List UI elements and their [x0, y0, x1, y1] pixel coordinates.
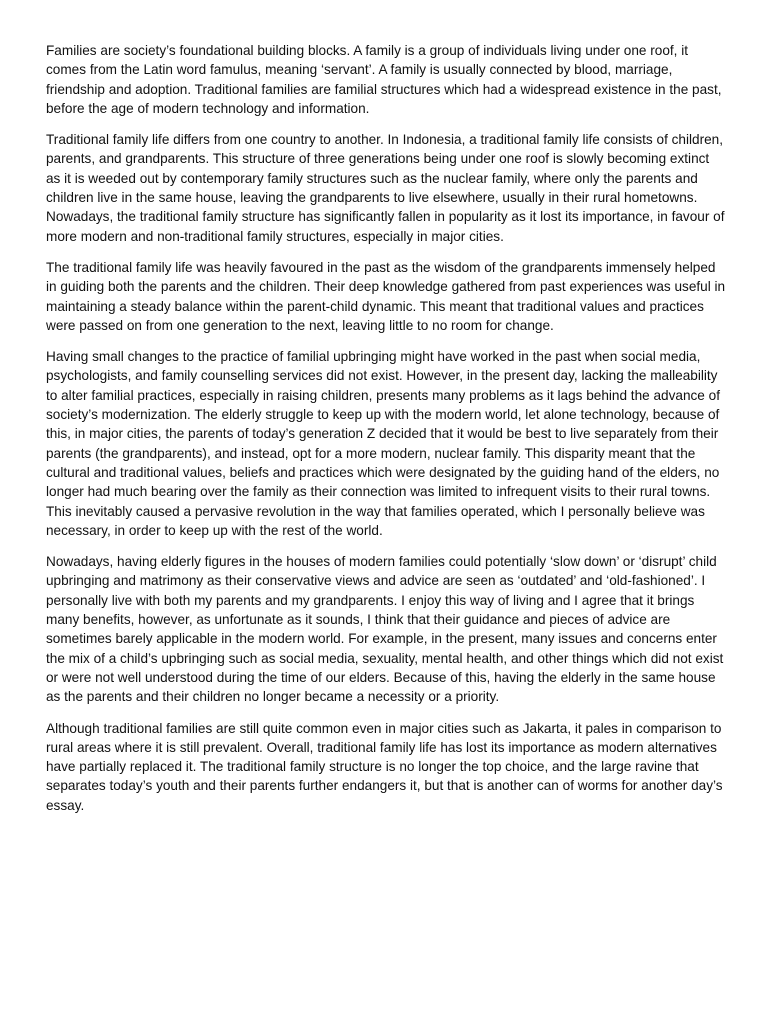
paragraph-5: Nowadays, having elderly figures in the houses of modern families could potentially ‘slow down’ or ‘disrupt’ child upbringing and matrimony as their conservative views and advice are seen as ‘outdated’ and ‘old-fashioned’. I personally live with both my parents and my grandparents. I enjoy this way of living and I agree that it brings many benefits, however, as unfortunate as it sounds, I think that their guidance and pieces of advice are sometimes barely applicable in the modern world. For example, in the present, many issues and concerns enter the mix of a child’s upbringing such as social media, sexuality, mental health, and other things which did not exist or were not well understood during the time of our elders. Because of this, having the elderly in the same house as the parents and their children no longer became a necessity or a priority.	[46, 554, 724, 705]
paragraph-3: The traditional family life was heavily favoured in the past as the wisdom of the grandparents immensely helped in guiding both the parents and the children. Their deep knowledge gathered from past experiences was useful in maintaining a steady balance within the parent-child dynamic. This meant that traditional values and practices were passed on from one generation to the next, leaving little to no room for change.	[46, 259, 726, 333]
paragraph-1: Families are society’s foundational building blocks. A family is a group of individuals living under one roof, it comes from the Latin word famulus, meaning ‘servant’. A family is usually connected by blood, marriage, friendship and adoption. Traditional families are familial structures which had a widespread existence in the past, before the age of modern technology and information.	[46, 43, 722, 116]
paragraph-4: Having small changes to the practice of familial upbringing might have worked in the past when social media, psychologists, and family counselling services did not exist. However, in the present day, lacking the malleability to alter familial practices, especially in raising children, presents many problems as it lags behind the advance of society’s modernization. The elderly struggle to keep up with the modern world, let alone technology, because of this, in major cities, the parents of today’s generation Z decided that it would be best to live separately from their parents (the grandparents), and instead, opt for a more modern, nuclear family. This disparity meant that the cultural and traditional values, beliefs and practices which were designated by the guiding hand of the elders, no longer had much bearing over the family as their connection was limited to infrequent visits to their rural towns. This inevitably caused a pervasive revolution in the way that families operated, which I personally believe was necessary, in order to keep up with the rest of the world.	[46, 349, 720, 538]
paragraph-6: Although traditional families are still quite common even in major cities such as Jakarta, it pales in comparison to rural areas where it is still prevalent. Overall, traditional family life has lost its importance as modern alternatives have partially replaced it. The traditional family structure is no longer the top choice, and the large ravine that separates today’s youth and their parents further endangers it, but that is another can of worms for another day’s essay.	[46, 720, 723, 813]
paragraph-2: Traditional family life differs from one country to another. In Indonesia, a traditional family life consists of children, parents, and grandparents. This structure of three generations being under one roof is slowly becoming extinct as it is weeded out by contemporary family structures such as the nuclear family, where only the parents and children live in the same house, leaving the grandparents to live elsewhere, usually in their rural hometowns. Nowadays, the traditional family structure has significantly fallen in popularity as it lost its importance, in favour of more modern and non-traditional family structures, especially in major cities.	[46, 132, 725, 244]
essay-page	[46, 41, 726, 827]
